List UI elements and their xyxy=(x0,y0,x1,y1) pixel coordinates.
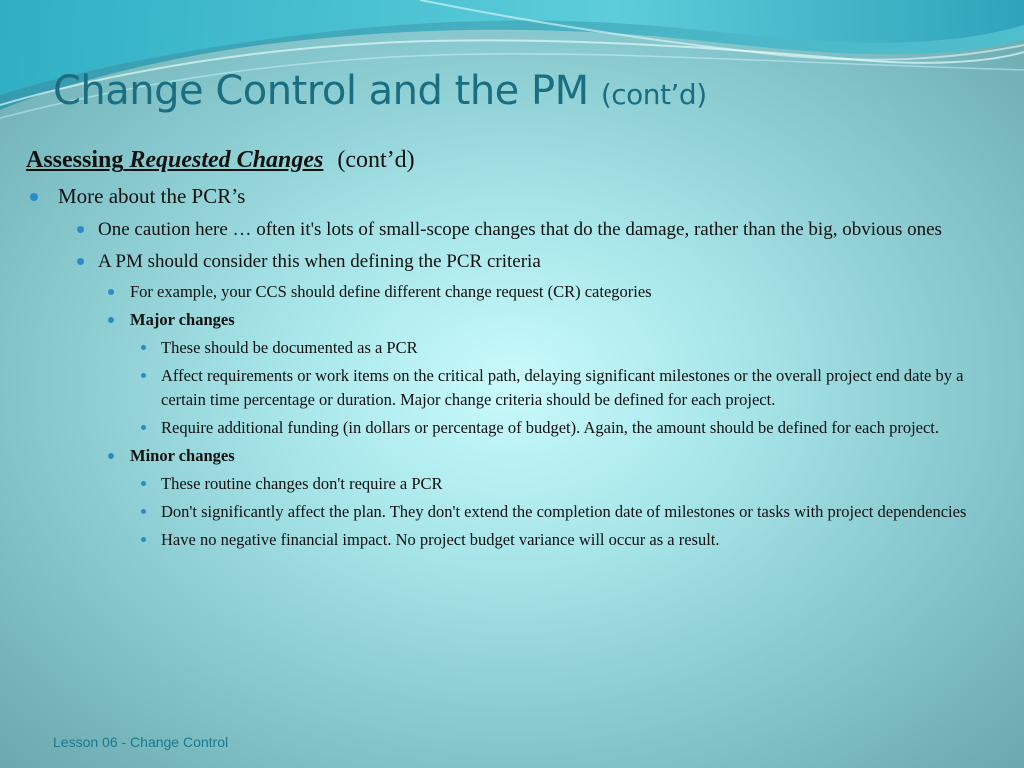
bullet-text: More about the PCR’s xyxy=(58,184,246,208)
bullet-text: Don't significantly affect the plan. They don't extend the completion date of milestones or tasks with project dependencies xyxy=(161,502,967,521)
bullet-text: Require additional funding (in dollars or percentage of budget). Again, the amount should be defined for each project. xyxy=(161,418,940,437)
bullet-level4 xyxy=(26,500,1001,524)
bullet-dot xyxy=(141,345,146,350)
bullet-text: Have no negative financial impact. No project budget variance will occur as a result. xyxy=(161,530,720,549)
bullet-text: A PM should consider this when defining the PCR criteria xyxy=(98,251,541,272)
bullet-dot xyxy=(108,453,114,459)
bullet-dot xyxy=(108,289,114,295)
bullet-dot xyxy=(141,537,146,542)
slide-title xyxy=(53,68,707,114)
bullet-dot xyxy=(77,226,84,233)
heading-part1: Assessing xyxy=(26,147,124,173)
bullet-level4 xyxy=(26,336,1001,360)
bullet-level4 xyxy=(26,416,1001,440)
bullet-text: These should be documented as a PCR xyxy=(161,338,418,357)
bullet-text: These routine changes don't require a PCR xyxy=(161,474,443,493)
bullet-level1 xyxy=(26,182,1001,210)
bullet-text: Minor changes xyxy=(130,446,235,465)
bullet-list xyxy=(26,182,1001,552)
bullet-level4 xyxy=(26,472,1001,496)
bullet-dot xyxy=(141,509,146,514)
slide-content xyxy=(26,144,1001,556)
bullet-level2 xyxy=(26,216,1001,243)
bullet-dot xyxy=(141,481,146,486)
heading-part2: Requested Changes xyxy=(129,147,324,173)
heading-tail: (cont’d) xyxy=(337,147,415,173)
bullet-text: Affect requirements or work items on the critical path, delaying significant milestones or the overall project end date by a certain time percentage or duration. Major change criteria should be defined for each project. xyxy=(161,366,964,409)
bullet-dot xyxy=(30,193,38,201)
bullet-dot xyxy=(141,373,146,378)
bullet-level2 xyxy=(26,248,1001,275)
bullet-dot xyxy=(108,317,114,323)
bullet-dot xyxy=(77,258,84,265)
bullet-text: One caution here … often it's lots of small-scope changes that do the damage, rather than the big, obvious ones xyxy=(98,219,942,240)
bullet-text: For example, your CCS should define different change request (CR) categories xyxy=(130,282,652,301)
bullet-text: Major changes xyxy=(130,310,235,329)
slide-footer: Lesson 06 - Change Control xyxy=(53,734,229,750)
bullet-level3 xyxy=(26,280,1001,304)
bullet-level4 xyxy=(26,528,1001,552)
bullet-dot xyxy=(141,425,146,430)
major-changes-label xyxy=(26,308,1001,332)
title-main: Change Control and the PM xyxy=(53,68,589,114)
minor-changes-label xyxy=(26,444,1001,468)
title-suffix: (cont’d) xyxy=(600,78,707,111)
section-heading xyxy=(26,144,1001,176)
bullet-level4 xyxy=(26,364,1001,412)
